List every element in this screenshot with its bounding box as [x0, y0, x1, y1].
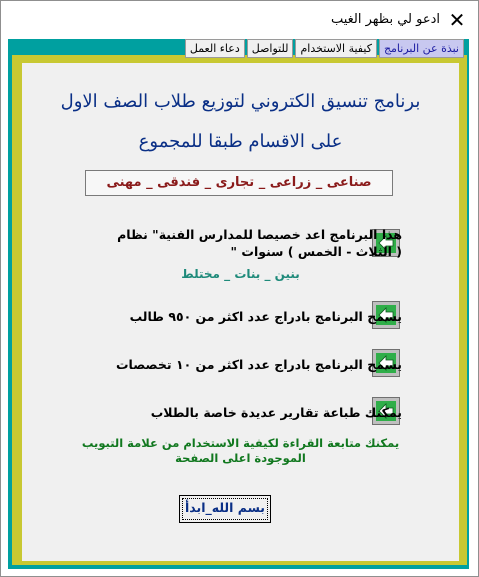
categories-box: صناعى _ زراعى _ تجارى _ فندقى _ مهنى	[85, 170, 393, 196]
start-button-label: بسم الله_ابدأ	[185, 500, 265, 515]
feature-1-line2: ( الثلاث - الخمس ) سنوات "	[230, 244, 402, 259]
page-subtitle: على الاقسام طبقا للمجموع	[138, 131, 343, 152]
page-title: برنامج تنسيق الكتروني لتوزيع طلاب الصف الاول	[60, 91, 421, 112]
close-button[interactable]	[445, 9, 469, 33]
feature-4-text: يمكنك طباعة تقارير عديدة خاصة بالطلاب	[150, 405, 402, 420]
title-bar	[1, 1, 478, 39]
start-button[interactable]	[179, 495, 271, 523]
focus-rect	[182, 498, 268, 520]
feature-3-text: يسمح البرنامج بادراج عدد اكثر من ١٠ تخصصات	[115, 357, 402, 372]
student-types: بنين _ بنات _ مختلط	[181, 267, 300, 281]
usage-note	[42, 436, 439, 466]
close-icon: ✕	[448, 8, 466, 32]
window-title: ادعو لي بظهر الغيب	[330, 12, 440, 27]
feature-1-line1: هذا البرنامج اعد خصيصا للمدارس الفنية" نظام	[117, 227, 402, 242]
about-panel	[22, 63, 459, 561]
tab-about[interactable]: نبذة عن البرنامج	[379, 39, 464, 58]
tab-how-to-use[interactable]: كيفية الاستخدام	[295, 39, 376, 58]
feature-1-text	[117, 226, 402, 260]
tab-contact[interactable]: للتواصل	[247, 39, 294, 58]
tab-work-prayer[interactable]: دعاء العمل	[185, 39, 245, 58]
feature-2-text: يسمح البرنامج بادراج عدد اكثر من ٩٥٠ طالب	[129, 309, 402, 324]
usage-note-line2: الموجودة اعلى الصفحة	[175, 451, 306, 465]
tab-strip	[164, 39, 464, 59]
usage-note-line1: يمكنك متابعة القراءة لكيفية الاستخدام من علامة التبويب	[81, 436, 400, 450]
